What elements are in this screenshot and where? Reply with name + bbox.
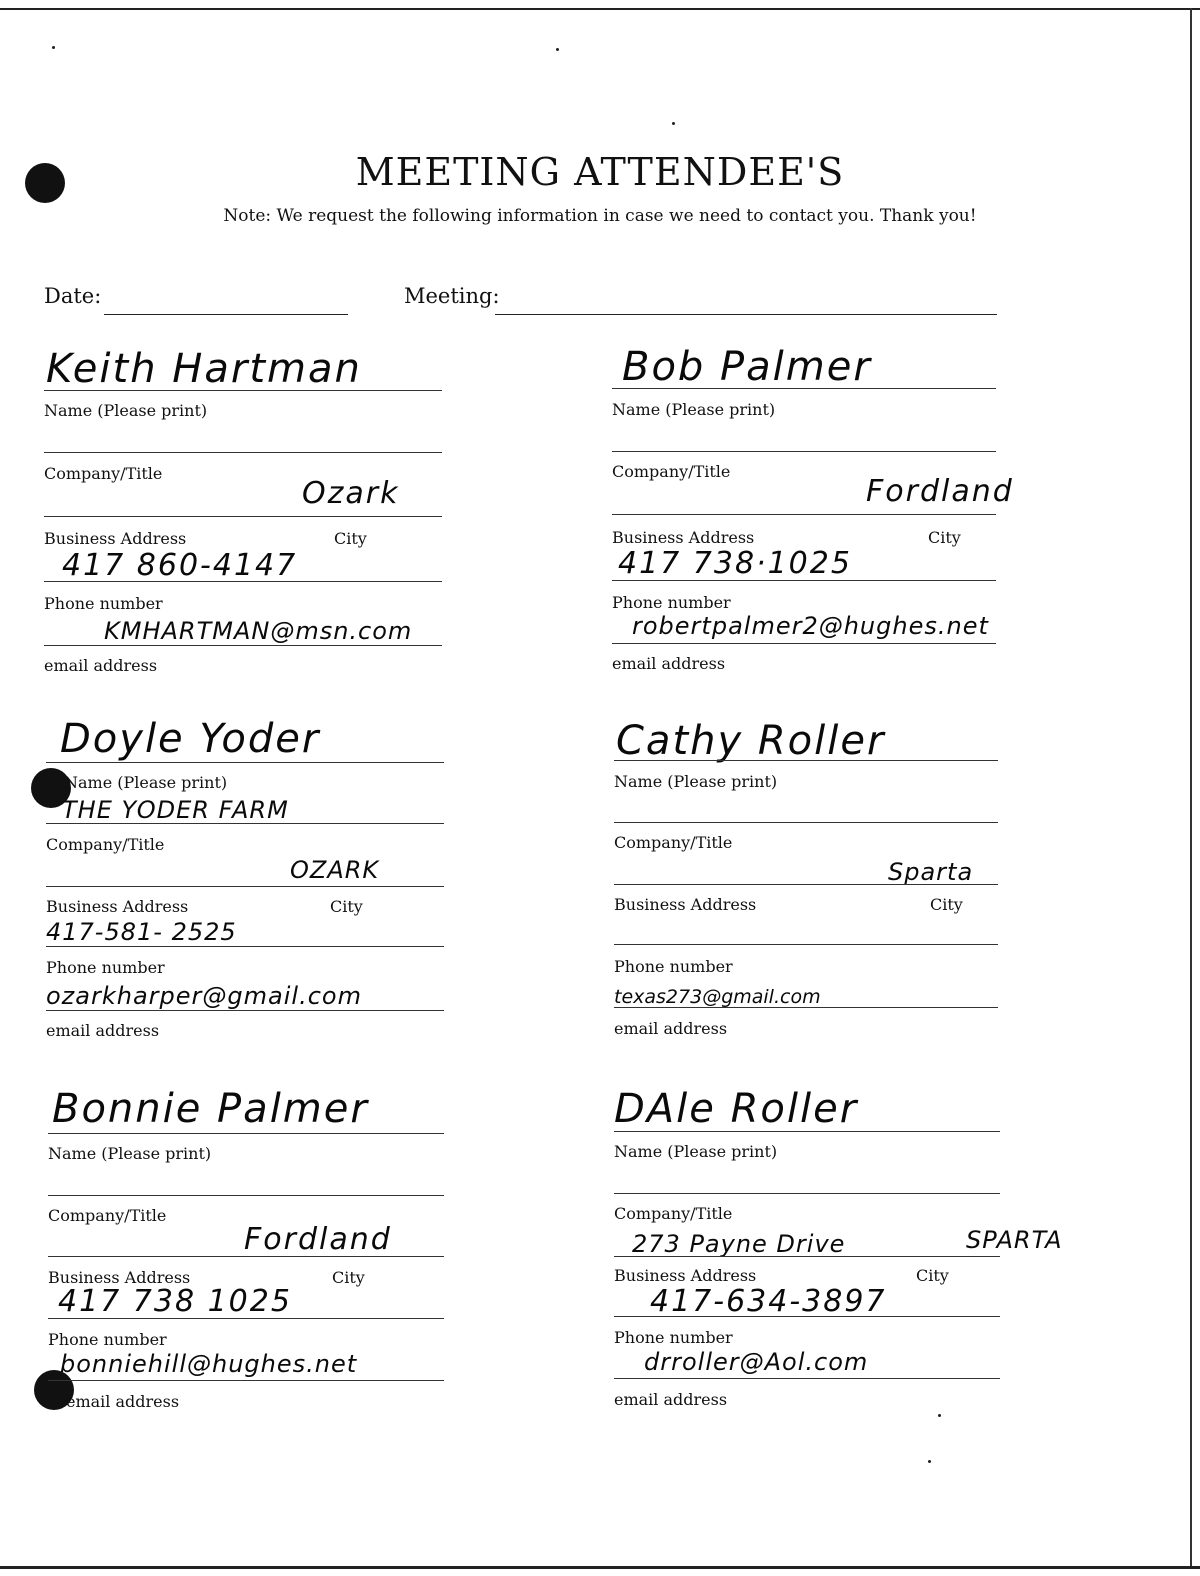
address-label: Business Address xyxy=(46,897,189,916)
attendee-name: Doyle Yoder xyxy=(60,716,321,762)
attendee-name: Bob Palmer xyxy=(622,344,872,390)
company-label: Company/Title xyxy=(614,833,733,852)
company-label: Company/Title xyxy=(46,835,165,854)
scan-speck xyxy=(928,1460,931,1463)
email-field[interactable] xyxy=(612,643,996,644)
name-label: Name (Please print) xyxy=(614,1142,778,1161)
email-label: email address xyxy=(44,656,158,675)
attendee-name: DAle Roller xyxy=(614,1086,859,1132)
email-field[interactable] xyxy=(614,1378,1000,1379)
address-field[interactable] xyxy=(44,516,442,517)
phone-field[interactable] xyxy=(614,1316,1000,1317)
attendee-phone: 417 738 1025 xyxy=(58,1284,292,1319)
company-field[interactable] xyxy=(614,1193,1000,1194)
company-label: Company/Title xyxy=(612,462,731,481)
email-field[interactable] xyxy=(614,1007,998,1008)
city-label: City xyxy=(332,1268,365,1287)
email-field[interactable] xyxy=(44,645,442,646)
name-field[interactable] xyxy=(614,760,998,761)
company-field[interactable] xyxy=(612,451,996,452)
name-label: Name (Please print) xyxy=(614,772,778,791)
attendee-email: drroller@Aol.com xyxy=(644,1348,869,1376)
email-label: email address xyxy=(614,1390,728,1409)
email-field[interactable] xyxy=(46,1010,444,1011)
date-label: Date: xyxy=(44,284,102,308)
attendee-city: SPARTA xyxy=(966,1226,1063,1254)
phone-field[interactable] xyxy=(48,1318,444,1319)
date-field[interactable] xyxy=(104,314,348,315)
phone-field[interactable] xyxy=(614,944,998,945)
phone-label: Phone number xyxy=(46,958,165,977)
name-field[interactable] xyxy=(44,390,442,391)
city-label: City xyxy=(330,897,363,916)
name-field[interactable] xyxy=(46,762,444,763)
address-field[interactable] xyxy=(612,514,996,515)
attendee-name: Bonnie Palmer xyxy=(52,1086,369,1132)
phone-label: Phone number xyxy=(44,594,163,613)
name-field[interactable] xyxy=(48,1133,444,1134)
phone-label: Phone number xyxy=(48,1330,167,1349)
name-label: Name (Please print) xyxy=(44,401,208,420)
attendee-email: ozarkharper@gmail.com xyxy=(46,982,362,1010)
attendee-city: OZARK xyxy=(290,856,380,884)
address-field[interactable] xyxy=(614,1256,1000,1257)
city-label: City xyxy=(916,1266,949,1285)
page-note: Note: We request the following information in case we need to contact you. Thank you! xyxy=(223,206,977,226)
email-label: email address xyxy=(612,654,726,673)
page-border-bottom xyxy=(0,1566,1200,1569)
phone-label: Phone number xyxy=(614,1328,733,1347)
page-border-right xyxy=(1190,8,1192,1568)
name-field[interactable] xyxy=(614,1131,1000,1132)
address-label: Business Address xyxy=(614,1266,757,1285)
company-field[interactable] xyxy=(48,1195,444,1196)
city-label: City xyxy=(334,529,367,548)
attendee-city: Ozark xyxy=(302,476,400,511)
meeting-field[interactable] xyxy=(495,314,997,315)
attendee-city: Fordland xyxy=(866,474,1014,509)
attendee-company: THE YODER FARM xyxy=(62,796,289,824)
attendee-email: robertpalmer2@hughes.net xyxy=(632,612,989,640)
email-label: email address xyxy=(46,1021,160,1040)
attendee-name: Cathy Roller xyxy=(616,718,886,764)
name-label: Name (Please print) xyxy=(64,773,228,792)
attendee-name: Keith Hartman xyxy=(46,346,362,392)
attendee-phone: 417-581- 2525 xyxy=(46,918,237,946)
company-field[interactable] xyxy=(46,823,444,824)
address-field[interactable] xyxy=(48,1256,444,1257)
address-field[interactable] xyxy=(614,884,998,885)
attendee-city: Fordland xyxy=(244,1222,392,1257)
attendee-address: 273 Payne Drive xyxy=(632,1230,846,1258)
attendee-phone: 417-634-3897 xyxy=(650,1284,887,1319)
email-field[interactable] xyxy=(48,1380,444,1381)
attendee-email: bonniehill@hughes.net xyxy=(60,1350,358,1378)
company-field[interactable] xyxy=(614,822,998,823)
phone-label: Phone number xyxy=(612,593,731,612)
city-label: City xyxy=(930,895,963,914)
address-label: Business Address xyxy=(44,529,187,548)
attendee-phone: 417 738·1025 xyxy=(618,546,852,581)
page-title: MEETING ATTENDEE'S xyxy=(355,150,845,194)
address-label: Business Address xyxy=(614,895,757,914)
scan-speck xyxy=(938,1414,941,1417)
city-label: City xyxy=(928,528,961,547)
scan-speck xyxy=(672,122,675,125)
attendee-email: texas273@gmail.com xyxy=(614,986,821,1008)
phone-label: Phone number xyxy=(614,957,733,976)
name-field[interactable] xyxy=(612,388,996,389)
phone-field[interactable] xyxy=(44,581,442,582)
meeting-label: Meeting: xyxy=(404,284,500,308)
attendee-city: Sparta xyxy=(888,858,974,886)
page-border-top xyxy=(0,8,1200,10)
scan-speck xyxy=(52,46,55,49)
name-label: Name (Please print) xyxy=(612,400,776,419)
company-label: Company/Title xyxy=(614,1204,733,1223)
address-field[interactable] xyxy=(46,886,444,887)
name-label: Name (Please print) xyxy=(48,1144,212,1163)
address-label: Business Address xyxy=(612,528,755,547)
phone-field[interactable] xyxy=(612,580,996,581)
email-label: email address xyxy=(66,1392,180,1411)
phone-field[interactable] xyxy=(46,946,444,947)
company-field[interactable] xyxy=(44,452,442,453)
company-label: Company/Title xyxy=(44,464,163,483)
attendee-phone: 417 860-4147 xyxy=(62,548,298,583)
address-label: Business Address xyxy=(48,1268,191,1287)
email-label: email address xyxy=(614,1019,728,1038)
scan-speck xyxy=(556,48,559,51)
attendee-email: KMHARTMAN@msn.com xyxy=(104,617,413,645)
company-label: Company/Title xyxy=(48,1206,167,1225)
